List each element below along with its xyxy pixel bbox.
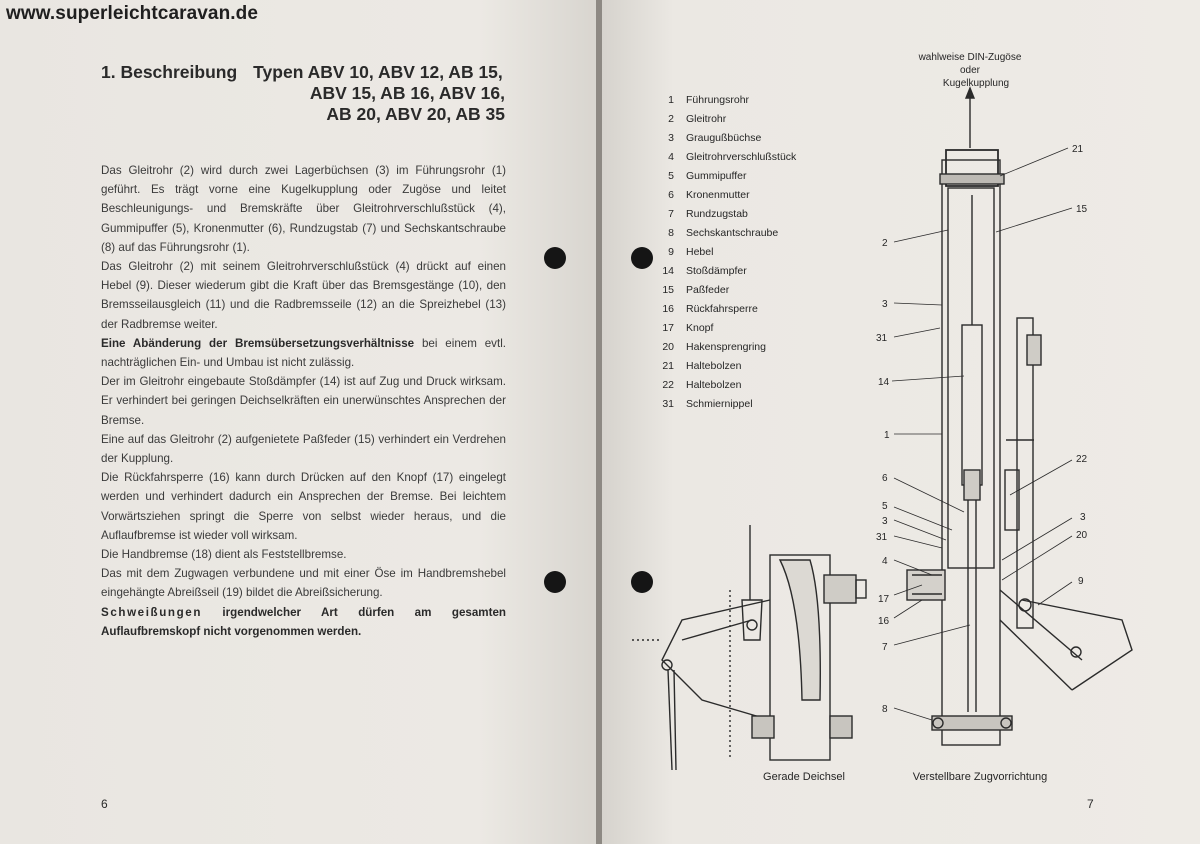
- legend-label: Haltebolzen: [686, 360, 742, 372]
- callout-8: 8: [882, 704, 888, 715]
- callout-2: 2: [882, 238, 888, 249]
- page-number-right: 7: [1087, 797, 1094, 811]
- legend-number: 31: [662, 398, 674, 410]
- paragraph-rest: bei einem evtl. nachträglichen Ein- und Umbau ist nicht zulässig.: [101, 336, 506, 370]
- paragraph: Das mit dem Zugwagen verbundene und mit einer Öse im Handbremshebel eingehängte Abreißseil (19) bildet die Abreißsicherung.: [101, 567, 506, 600]
- legend-number: 16: [662, 303, 674, 315]
- callout-14: 14: [878, 377, 890, 388]
- callout-9: 9: [1078, 576, 1084, 587]
- legend-label: Gummipuffer: [686, 170, 747, 182]
- callout-17: 17: [878, 594, 890, 605]
- caption-verstellbare-zugvorrichtung: Verstellbare Zugvorrichtung: [912, 771, 1048, 783]
- legend-number: 21: [662, 360, 674, 372]
- callout-7: 7: [882, 642, 888, 653]
- callout-31: 31: [876, 333, 888, 344]
- legend-number: 8: [668, 227, 674, 239]
- brake-head-drawing: [602, 0, 1200, 844]
- types-line-1: Typen ABV 10, ABV 12, AB 15,: [253, 62, 503, 82]
- legend-label: Sechskantschraube: [686, 227, 779, 239]
- paragraph: Die Rückfahrsperre (16) kann durch Drücken auf den Knopf (17) eingelegt werden und verhindert dadurch ein Ansprechen der Bremse. Bei leichtem Vorwärtsziehen springt die Sperre von selbst wieder heraus, und die Auflaufbremse ist wieder voll wirksam.: [101, 471, 506, 542]
- welding-warning: irgendwelcher Art dürfen am gesamten Auflaufbremskopf nicht vorgenommen werden.: [101, 605, 506, 638]
- legend-number: 5: [668, 170, 674, 182]
- legend-label: Schmiernippel: [686, 398, 753, 410]
- watermark-text: www.superleichtcaravan.de: [6, 3, 259, 24]
- callout-4: 4: [882, 556, 888, 567]
- legend-number: 17: [662, 322, 674, 334]
- legend-number: 15: [662, 284, 674, 296]
- callout-6: 6: [882, 473, 888, 484]
- paragraph: [101, 334, 506, 372]
- page-number-left: 6: [101, 797, 108, 811]
- callout-3: 3: [882, 299, 888, 310]
- callout-31b: 31: [876, 532, 888, 543]
- punch-hole: [544, 247, 566, 269]
- legend-number: 20: [662, 341, 674, 353]
- legend-label: Gleitrohr: [686, 113, 727, 125]
- legend-number: 9: [668, 246, 674, 258]
- legend-label: Kronenmutter: [686, 189, 750, 201]
- left-page: [0, 0, 598, 844]
- callout-20: 20: [1076, 530, 1088, 541]
- legend-number: 3: [668, 132, 674, 144]
- legend-label: Gleitrohrverschlußstück: [686, 151, 797, 163]
- punch-hole: [544, 571, 566, 593]
- legend-label: Hebel: [686, 246, 714, 258]
- callout-3c: 3: [1080, 512, 1086, 523]
- legend-label: Haltebolzen: [686, 379, 742, 391]
- paragraph: Das Gleitrohr (2) wird durch zwei Lagerbüchsen (3) im Führungsrohr (1) geführt. Es trägt vorne eine Kugelkupplung oder Zugöse und leitet Beschleunigungs- und Bremskräfte über Gleitrohrverschlußstück (4), Gummipuffer (5), Kronenmutter (6), Rundzugstab (7) und Sechskantschraube (8) auf das Führungsrohr (1).: [101, 164, 506, 254]
- section-heading: 1. Beschreibung: [101, 62, 238, 82]
- top-note-line-3: Kugelkupplung: [942, 78, 1010, 89]
- legend-label: Rundzugstab: [686, 208, 748, 220]
- legend-number: 2: [668, 113, 674, 125]
- callout-3b: 3: [882, 516, 888, 527]
- caption-gerade-deichsel: Gerade Deichsel: [763, 771, 845, 783]
- legend-label: Knopf: [686, 322, 714, 334]
- legend-number: 7: [668, 208, 674, 220]
- callout-22: 22: [1076, 454, 1088, 465]
- welding-warning-spaced: Schweißungen: [101, 605, 203, 619]
- callout-15: 15: [1076, 204, 1088, 215]
- description-text: [101, 161, 506, 641]
- legend-label: Stoßdämpfer: [686, 265, 747, 277]
- top-note-line-1: wahlweise DIN-Zugöse: [918, 52, 1022, 63]
- legend-number: 22: [662, 379, 674, 391]
- paragraph: Die Handbremse (18) dient als Feststellbremse.: [101, 548, 347, 562]
- paragraph: Der im Gleitrohr eingebaute Stoßdämpfer (14) ist auf Zug und Druck wirksam. Er verhindert bei geringen Deichselkräften ein unerwünschtes Ansprechen der Bremse.: [101, 375, 506, 427]
- callout-1: 1: [884, 430, 890, 441]
- legend-number: 14: [662, 265, 674, 277]
- callout-21: 21: [1072, 144, 1084, 155]
- types-line-2: ABV 15, AB 16, ABV 16,: [309, 83, 505, 103]
- legend-label: Hakensprengring: [686, 341, 766, 353]
- section-title: [101, 62, 505, 125]
- legend-number: 4: [668, 151, 674, 163]
- legend-number: 6: [668, 189, 674, 201]
- legend-label: Graugußbüchse: [686, 132, 762, 144]
- callout-16: 16: [878, 616, 890, 627]
- bold-warning: Eine Abänderung der Bremsübersetzungsverhältnisse: [101, 336, 415, 350]
- types-line-3: AB 20, ABV 20, AB 35: [326, 104, 505, 124]
- top-note-line-2: oder: [959, 65, 981, 76]
- legend-label: Paßfeder: [686, 284, 730, 296]
- callout-5: 5: [882, 501, 888, 512]
- paragraph: Eine auf das Gleitrohr (2) aufgenietete Paßfeder (15) verhindert ein Verdrehen der Kupplung.: [101, 432, 506, 466]
- paragraph: Das Gleitrohr (2) mit seinem Gleitrohrverschlußstück (4) drückt auf einen Hebel (9). Dieser wiederum gibt die Kraft über das Bremsgestänge (10), den Bremsseilausgleich (11) und die Radbremsseile (12) an die Spreizhebel (13) der Radbremse weiter.: [101, 260, 506, 331]
- paragraph: [101, 603, 506, 641]
- legend-label: Rückfahrsperre: [686, 303, 758, 315]
- legend-number: 1: [668, 94, 674, 106]
- legend-label: Führungsrohr: [686, 94, 750, 106]
